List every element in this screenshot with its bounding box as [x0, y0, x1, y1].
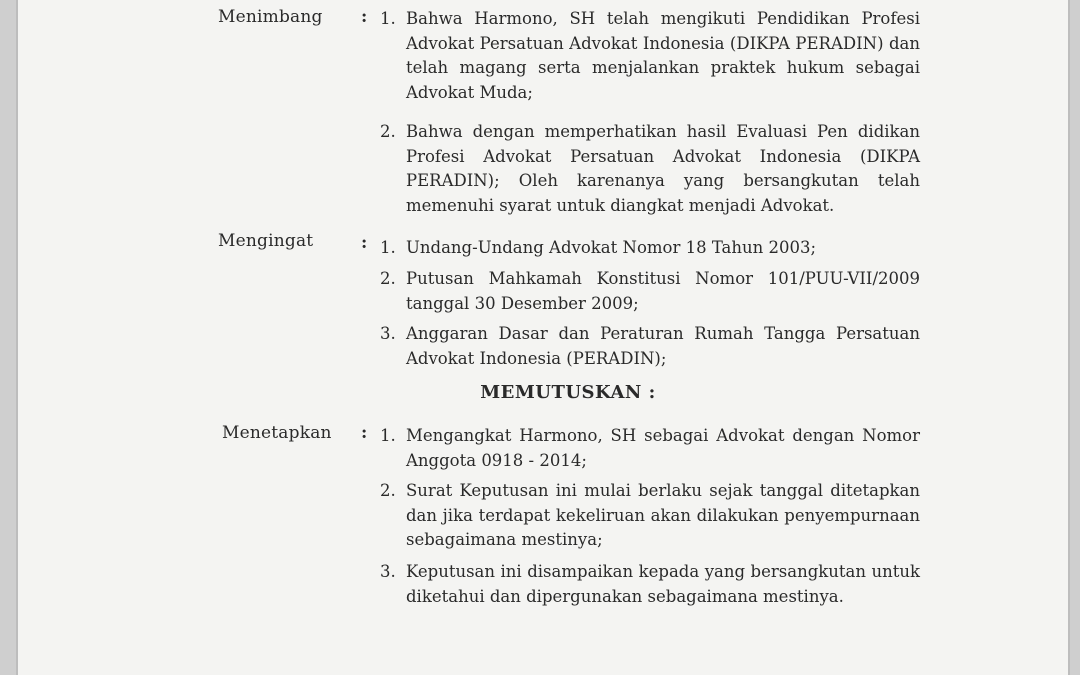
mengingat-item-1 — [380, 236, 920, 261]
mengingat-item-2 — [380, 267, 920, 316]
mengingat-colon: : — [361, 233, 368, 253]
menimbang-item-1 — [380, 7, 920, 105]
item-text: Keputusan ini disampaikan kepada yang bersangkutan untuk diketahui dan dipergunakan sebagaimana mestinya. — [406, 562, 920, 606]
item-number: 3. — [380, 562, 396, 581]
item-text: Undang-Undang Advokat Nomor 18 Tahun 2003; — [406, 238, 817, 257]
menetapkan-label: Menetapkan — [222, 423, 332, 443]
menimbang-label: Menimbang — [218, 7, 323, 27]
item-number: 2. — [380, 269, 396, 288]
item-text: Anggaran Dasar dan Peraturan Rumah Tangga Persatuan Advokat Indonesia (PERADIN); — [406, 324, 920, 368]
menetapkan-item-2 — [380, 479, 920, 553]
item-text: Bahwa dengan memperhatikan hasil Evaluasi Pen didikan Profesi Advokat Persatuan Advokat Indonesia (DIKPA PERADIN); Oleh karenanya yang bersangkutan telah memenuhi syarat untuk diangkat menjadi Advokat. — [406, 122, 920, 215]
item-number: 1. — [380, 426, 396, 445]
menimbang-item-2 — [380, 120, 920, 218]
item-text: Mengangkat Harmono, SH sebagai Advokat dengan Nomor Anggota 0918 - 2014; — [406, 426, 920, 470]
cut-off-text-line — [458, 666, 708, 675]
item-text: Surat Keputusan ini mulai berlaku sejak tanggal ditetapkan dan jika terdapat kekeliruan akan dilakukan penyempurnaan sebagaimana mestinya; — [406, 481, 920, 549]
item-text: Bahwa Harmono, SH telah mengikuti Pendidikan Profesi Advokat Persatuan Advokat Indonesia (DIKPA PERADIN) dan telah magang serta menjalankan praktek hukum sebagai Advokat Muda; — [406, 9, 920, 102]
item-text: Putusan Mahkamah Konstitusi Nomor 101/PUU-VII/2009 tanggal 30 Desember 2009; — [406, 269, 920, 313]
mengingat-label: Mengingat — [218, 231, 314, 251]
item-number: 2. — [380, 481, 396, 500]
item-number: 1. — [380, 9, 396, 28]
document-page — [16, 0, 1070, 675]
menetapkan-item-3 — [380, 560, 920, 609]
memutuskan-heading: MEMUTUSKAN : — [480, 382, 656, 403]
menetapkan-item-1 — [380, 424, 920, 473]
item-number: 1. — [380, 238, 396, 257]
decree-body — [18, 0, 1068, 675]
mengingat-item-3 — [380, 322, 920, 371]
item-number: 2. — [380, 122, 396, 141]
item-number: 3. — [380, 324, 396, 343]
menimbang-colon: : — [361, 7, 368, 27]
menetapkan-colon: : — [361, 423, 368, 443]
